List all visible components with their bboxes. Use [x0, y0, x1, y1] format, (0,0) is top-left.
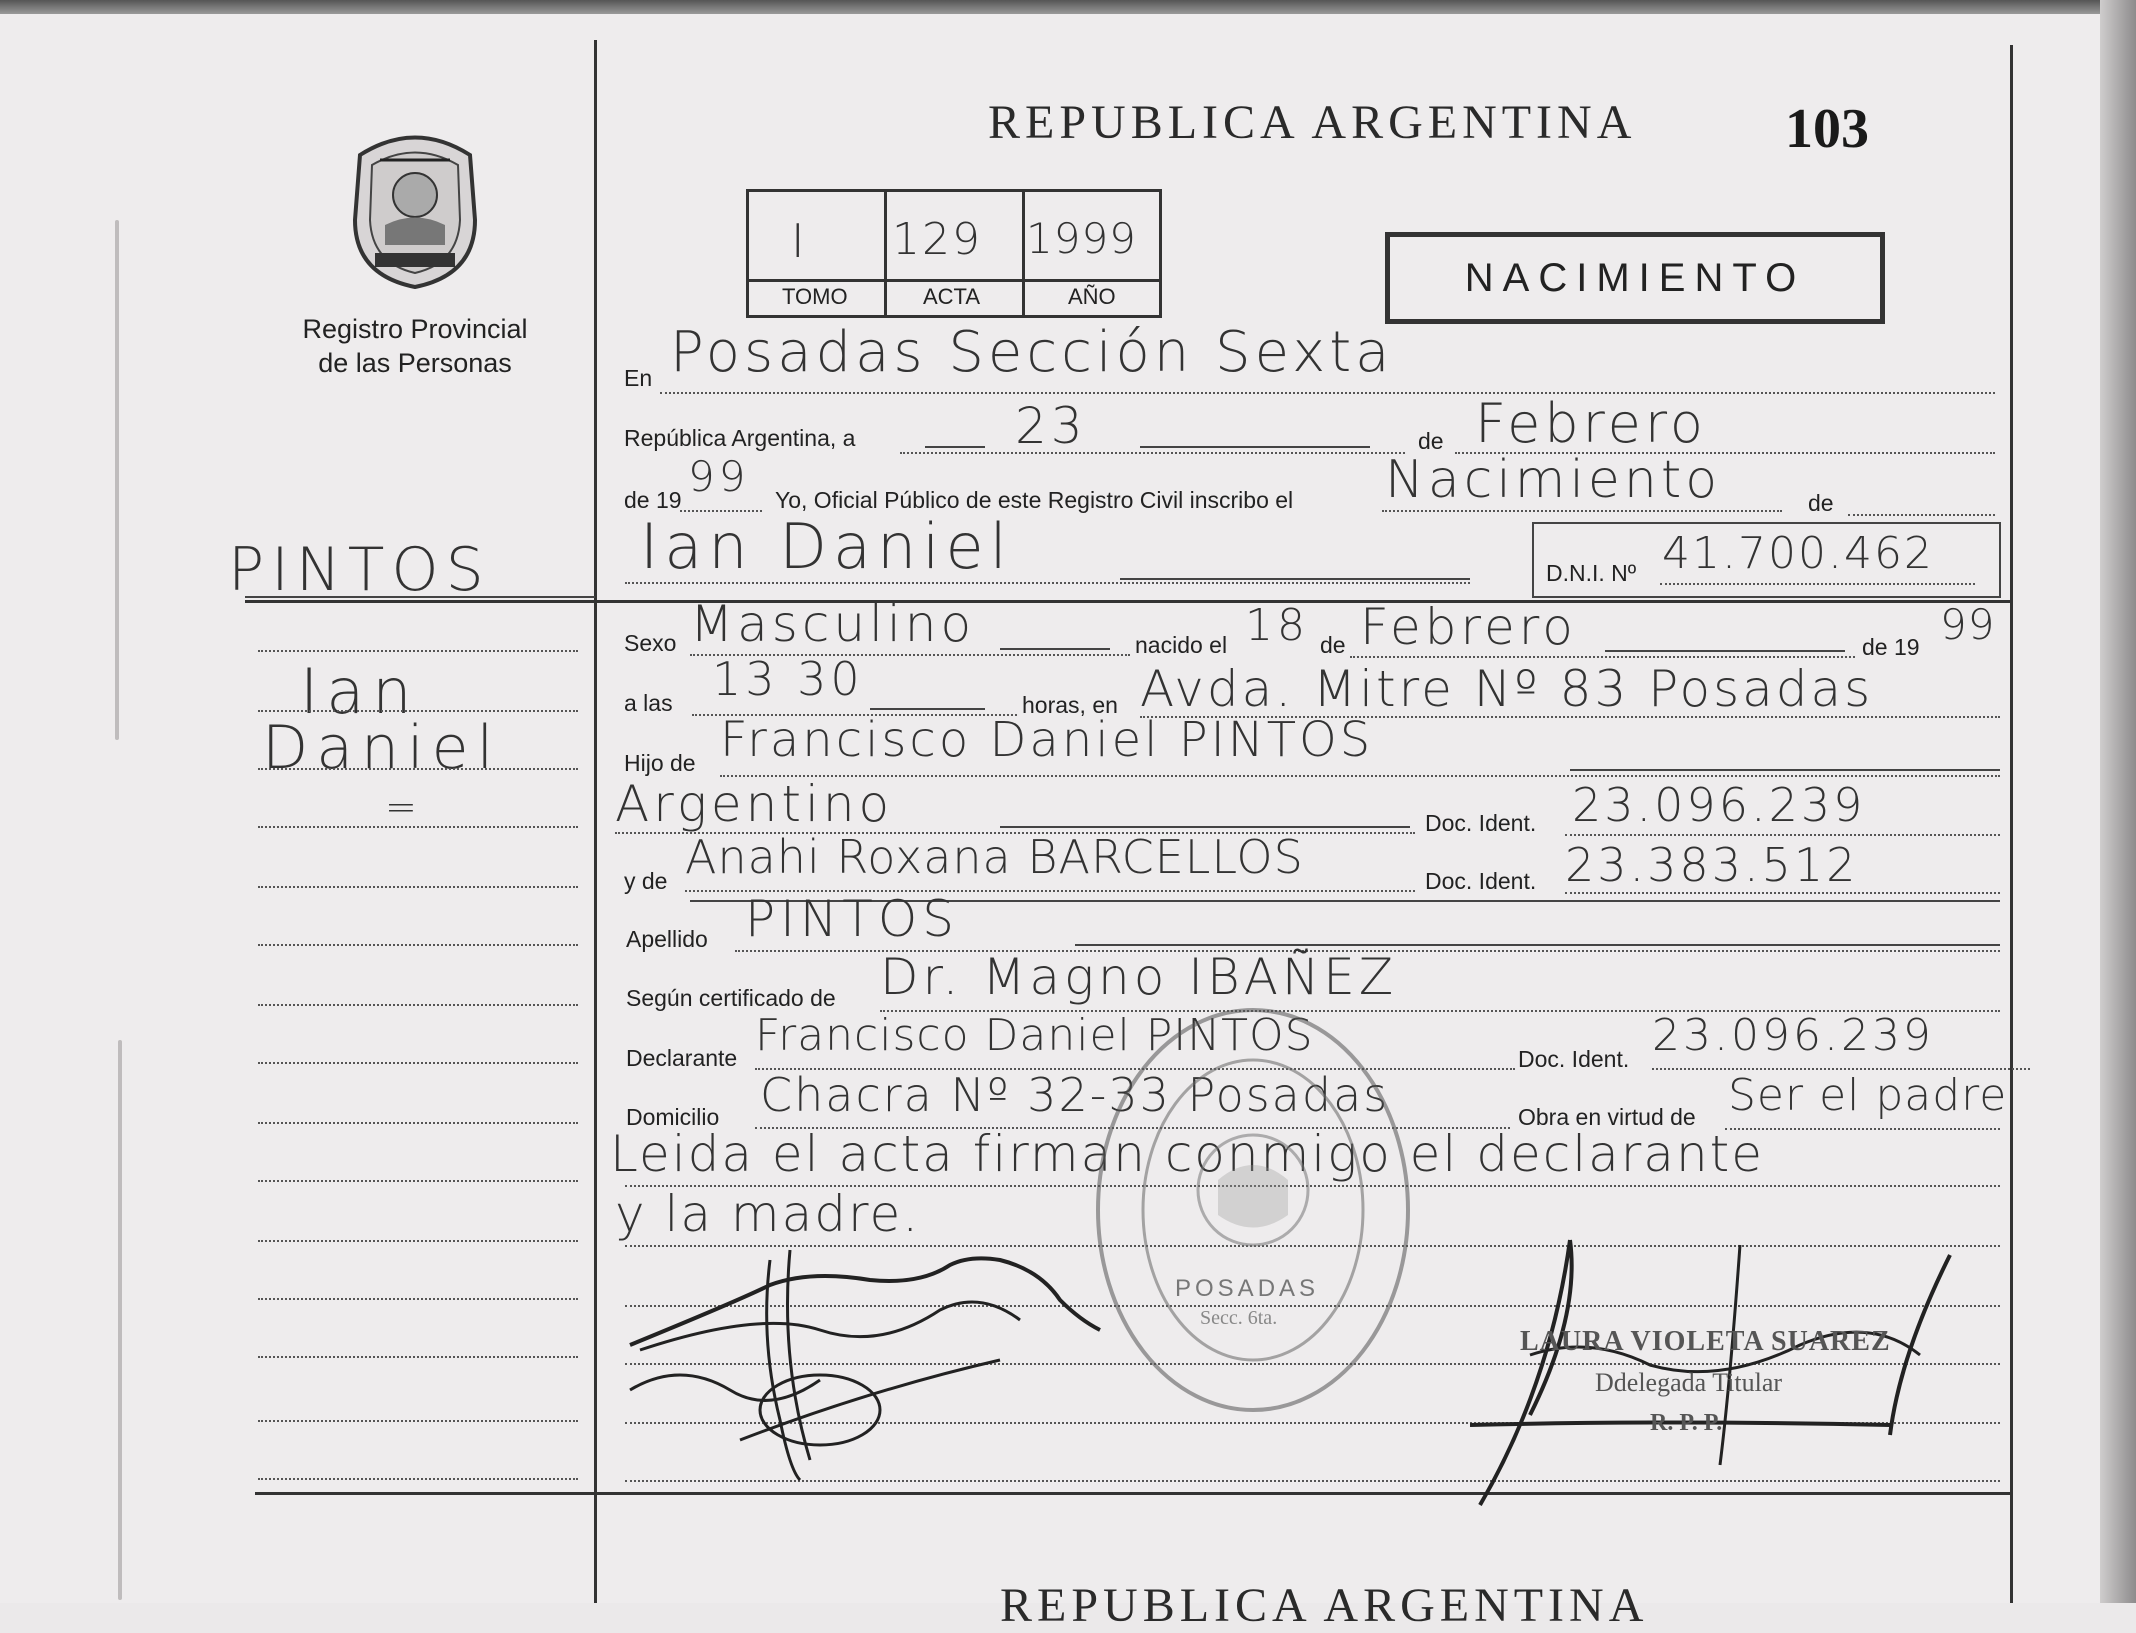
field-apellido: PINTOS: [745, 890, 959, 948]
tomo-value: I: [791, 214, 809, 268]
field-sexo: Masculino: [690, 595, 976, 653]
record-box: [746, 189, 1162, 319]
field-line: [900, 452, 1405, 454]
column-divider: [594, 40, 597, 1603]
margin-line: [258, 944, 578, 946]
field-anio: 99: [688, 452, 750, 501]
field-line: [720, 775, 2000, 777]
official-org: R. P. P.: [1650, 1410, 1723, 1436]
field-line: [1565, 834, 2000, 836]
official-title: Ddelegada Titular: [1595, 1368, 1783, 1397]
field-lugar: Posadas Sección Sexta: [670, 320, 1394, 385]
anio-label: AÑO: [1068, 284, 1116, 309]
label-de19b: de 19: [1862, 634, 1920, 660]
margin-line: [258, 1180, 578, 1182]
binding-fold: [118, 1040, 122, 1600]
field-line: [1000, 648, 1110, 650]
label-alas: a las: [624, 690, 673, 716]
label-docident-madre: Doc. Ident.: [1425, 868, 1537, 894]
label-sexo: Sexo: [624, 630, 677, 656]
label-hijo: Hijo de: [624, 750, 696, 776]
anio-value: 1999: [1026, 214, 1137, 263]
right-border: [2010, 45, 2013, 1603]
field-lugar-nac: Avda. Mitre Nº 83 Posadas: [1140, 660, 1874, 718]
field-hora: 13 30: [712, 652, 864, 706]
label-domicilio: Domicilio: [626, 1104, 720, 1130]
label-declarante: Declarante: [626, 1045, 738, 1071]
field-line: [625, 582, 1470, 584]
field-nac-dia: 18: [1245, 600, 1309, 651]
label-de19: de 19: [624, 487, 682, 513]
margin-line: [258, 826, 578, 828]
margin-surname: PINTOS: [228, 535, 491, 605]
label-docident-declarante: Doc. Ident.: [1518, 1046, 1630, 1072]
acta-label: ACTA: [923, 284, 981, 309]
field-padre: Francisco Daniel PINTOS: [720, 712, 1374, 768]
field-line: [1605, 650, 1845, 652]
label-republica: República Argentina, a: [624, 425, 856, 451]
field-line: [1140, 446, 1370, 448]
margin-line: [258, 1062, 578, 1064]
field-nombre: Ian Daniel: [640, 510, 1013, 583]
margin-line: [258, 1356, 578, 1358]
label-yde: y de: [624, 868, 668, 894]
margin-line: [258, 1122, 578, 1124]
margin-line: [258, 1420, 578, 1422]
field-madre: Anahi Roxana BARCELLOS: [685, 830, 1304, 884]
margin-line: [258, 886, 578, 888]
field-line: [660, 392, 1995, 394]
registry-line2: de las Personas: [318, 348, 512, 378]
field-declarante: Francisco Daniel PINTOS: [755, 1010, 1314, 1061]
margin-given2: Daniel: [262, 713, 502, 783]
field-line: [1382, 510, 1782, 512]
field-doc-madre: 23.383.512: [1565, 838, 1859, 892]
stamp-section: Secc. 6ta.: [1200, 1307, 1278, 1329]
field-line: [245, 596, 595, 598]
label-segun: Según certificado de: [626, 985, 836, 1011]
label-en: En: [624, 365, 653, 391]
country-title: REPUBLICA ARGENTINA: [988, 96, 1637, 149]
field-nac-mes: Febrero: [1360, 598, 1577, 656]
field-certificado: Dr. Magno IBAÑEZ: [880, 948, 1398, 1006]
margin-line: [258, 1004, 578, 1006]
label-nacido: nacido el: [1135, 632, 1228, 658]
field-dia: 23: [1015, 397, 1087, 455]
provincial-seal: [340, 125, 490, 290]
field-line: [1075, 944, 2000, 946]
section-divider: [245, 600, 2013, 603]
field-line: [870, 708, 985, 710]
binding-fold: [115, 220, 119, 740]
label-de: de: [1418, 428, 1444, 454]
official-name: LAURA VIOLETA SUAREZ: [1520, 1326, 1891, 1357]
field-line: [1350, 656, 1855, 658]
record-type-box: [1385, 232, 1885, 324]
label-yo: Yo, Oficial Público de este Registro Civil inscribo el: [775, 487, 1294, 513]
obs-line1: Leida el acta firman conmigo el declarante: [610, 1125, 1764, 1183]
field-line: [1565, 892, 2000, 894]
field-nac-padre: Argentino: [615, 775, 894, 833]
field-line: [925, 446, 985, 448]
label-de3: de: [1320, 632, 1346, 658]
field-mes: Febrero: [1475, 392, 1707, 455]
label-de2: de: [1808, 490, 1834, 516]
tomo-label: TOMO: [782, 284, 848, 309]
label-dni: D.N.I. Nº: [1546, 560, 1637, 586]
margin-mark: =: [385, 785, 421, 829]
margin-given1: Ian: [300, 655, 420, 728]
obs-line2: y la madre.: [615, 1185, 921, 1243]
field-line: [1570, 769, 2000, 771]
record-number: 103: [1785, 98, 1869, 160]
field-dni: 41.700.462: [1662, 528, 1934, 579]
registry-line1: Registro Provincial: [302, 314, 528, 344]
registry-name: [280, 312, 550, 380]
margin-line: [258, 1298, 578, 1300]
margin-line: [258, 768, 578, 770]
stamp-city: POSADAS: [1175, 1275, 1320, 1302]
field-line: [1120, 578, 1470, 580]
record-type: NACIMIENTO: [1464, 255, 1806, 300]
top-shadow: [0, 0, 2136, 14]
field-doc-padre: 23.096.239: [1572, 778, 1866, 832]
acta-value: 129: [892, 214, 982, 265]
field-line: [1000, 826, 1410, 828]
next-record-title: REPUBLICA ARGENTINA: [1000, 1579, 1649, 1632]
margin-line: [258, 1240, 578, 1242]
label-apellido: Apellido: [626, 926, 708, 952]
field-line: [1725, 1128, 2000, 1130]
field-virtud: Ser el padre: [1728, 1070, 2008, 1121]
margin-line: [258, 650, 578, 652]
label-horas: horas, en: [1022, 692, 1118, 718]
margin-line: [258, 1478, 578, 1480]
declarant-signature: [620, 1240, 1110, 1490]
official-stamp: [1088, 1000, 1418, 1420]
field-acto: Nacimiento: [1385, 450, 1722, 510]
label-obra: Obra en virtud de: [1518, 1104, 1696, 1130]
field-domicilio: Chacra Nº 32-33 Posadas: [760, 1068, 1390, 1122]
field-nac-anio: 99: [1940, 600, 1996, 649]
field-line: [1660, 583, 1975, 585]
field-doc-declarante: 23.096.239: [1652, 1010, 1934, 1061]
label-docident-padre: Doc. Ident.: [1425, 810, 1537, 836]
margin-line: [258, 710, 578, 712]
page-edge: [2100, 0, 2136, 1603]
field-line: [1848, 514, 1995, 516]
